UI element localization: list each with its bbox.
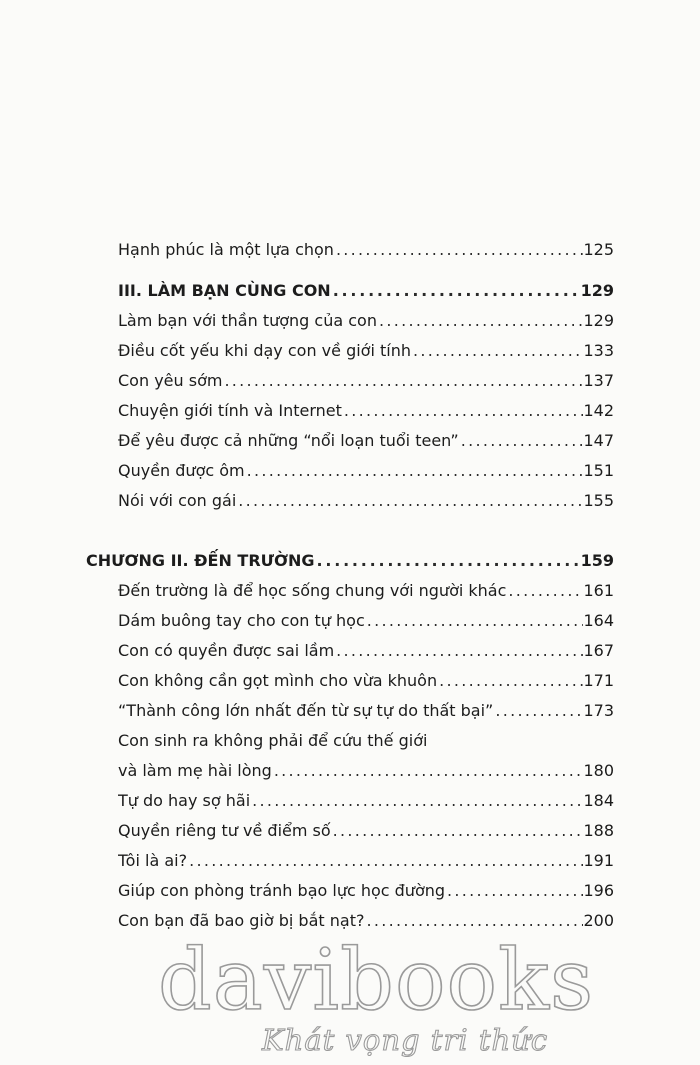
toc-entry (118, 368, 614, 394)
toc-entry (118, 578, 614, 604)
dot-leader (445, 878, 583, 904)
toc-entry-page: 191 (583, 851, 614, 870)
dot-leader (365, 608, 584, 634)
dot-leader (245, 458, 584, 484)
toc-entry-page: 167 (583, 641, 614, 660)
toc-entry-page: 125 (583, 240, 614, 259)
toc-entry-title: Con bạn đã bao giờ bị bắt nạt? (118, 911, 365, 930)
toc-entry-title: Làm bạn với thần tượng của con (118, 311, 377, 330)
toc-entry (118, 428, 614, 454)
toc-entry-title: Tôi là ai? (118, 851, 188, 870)
toc-entry-page: 184 (583, 791, 614, 810)
dot-leader (334, 237, 584, 263)
toc-entry-title: Quyền riêng tư về điểm số (118, 821, 331, 840)
toc-entry (118, 698, 614, 724)
toc-entry-page: 161 (583, 581, 614, 600)
toc-entry-title: Chuyện giới tính và Internet (118, 401, 342, 420)
dot-leader (411, 338, 583, 364)
toc-entry-page: 173 (583, 701, 614, 720)
toc-entry-page: 133 (583, 341, 614, 360)
dot-leader (459, 428, 584, 454)
toc-entry-title: Điều cốt yếu khi dạy con về giới tính (118, 341, 411, 360)
toc-entry-title: Tự do hay sợ hãi (118, 791, 251, 810)
toc-entry-title: “Thành công lớn nhất đến từ sự tự do thất bại” (118, 701, 494, 720)
toc-entry-page: 171 (583, 671, 614, 690)
toc-entry (118, 398, 614, 424)
toc-entry (118, 608, 614, 634)
toc-entry-page: 129 (583, 311, 614, 330)
toc-entry-page: 180 (583, 761, 614, 780)
toc-entry-title: Dám buông tay cho con tự học (118, 611, 365, 630)
toc-section-page: 129 (580, 281, 614, 300)
toc-entry-title: Hạnh phúc là một lựa chọn (118, 240, 334, 259)
dot-leader (334, 638, 583, 664)
toc-entry-title: và làm mẹ hài lòng (118, 761, 272, 780)
toc-entry-page: 137 (583, 371, 614, 390)
toc-entry-page: 188 (583, 821, 614, 840)
toc-entry-title: Nói với con gái (118, 491, 237, 510)
toc-section-heading (118, 278, 614, 304)
dot-leader (437, 668, 583, 694)
toc-entry (118, 488, 614, 514)
toc-entry-page: 147 (583, 431, 614, 450)
watermark (0, 930, 700, 1065)
toc-entry-title: Để yêu được cả những “nổi loạn tuổi teen” (118, 431, 459, 450)
toc-entry (118, 638, 614, 664)
toc-entry-title: Giúp con phòng tránh bạo lực học đường (118, 881, 446, 900)
dot-leader (331, 278, 581, 304)
toc-entry (118, 668, 614, 694)
dot-leader (250, 788, 583, 814)
dot-leader (377, 308, 584, 334)
dot-leader (236, 488, 583, 514)
toc-entry-title: Con không cần gọt mình cho vừa khuôn (118, 671, 438, 690)
toc-entry-page: 164 (583, 611, 614, 630)
watermark-brand: davibooks (158, 931, 595, 1029)
toc-entry (118, 758, 614, 784)
toc-entry (118, 308, 614, 334)
toc-entry-title: Con yêu sớm (118, 371, 223, 390)
toc-entry (118, 848, 614, 874)
toc-entry (118, 818, 614, 844)
dot-leader (222, 368, 583, 394)
toc-entry-first-line (118, 728, 614, 754)
toc-entry (118, 878, 614, 904)
toc-entry-title: Con sinh ra không phải để cứu thế giới (118, 731, 428, 750)
dot-leader (315, 548, 581, 574)
toc-entry-title: Quyền được ôm (118, 461, 245, 480)
toc-entry-title: Đến trường là để học sống chung với người khác (118, 581, 507, 600)
toc-entry-page: 200 (583, 911, 614, 930)
dot-leader (342, 398, 584, 424)
dot-leader (506, 578, 583, 604)
toc-chapter-page: 159 (580, 551, 614, 570)
toc-entry (118, 237, 614, 263)
toc-entry-page: 151 (583, 461, 614, 480)
dot-leader (493, 698, 583, 724)
toc-entry-title: Con có quyền được sai lầm (118, 641, 335, 660)
dot-leader (187, 848, 583, 874)
toc-entry-page: 155 (583, 491, 614, 510)
toc-section-title: III. LÀM BẠN CÙNG CON (118, 281, 331, 300)
toc-entry-page: 142 (583, 401, 614, 420)
toc-chapter-title: CHƯƠNG II. ĐẾN TRƯỜNG (86, 551, 315, 570)
watermark-tagline: Khát vọng tri thức (262, 1023, 549, 1057)
toc-entry (118, 788, 614, 814)
toc-chapter-heading (86, 548, 614, 574)
toc-entry (118, 338, 614, 364)
dot-leader (272, 758, 584, 784)
dot-leader (331, 818, 584, 844)
toc-entry (118, 458, 614, 484)
toc-entry-page: 196 (583, 881, 614, 900)
